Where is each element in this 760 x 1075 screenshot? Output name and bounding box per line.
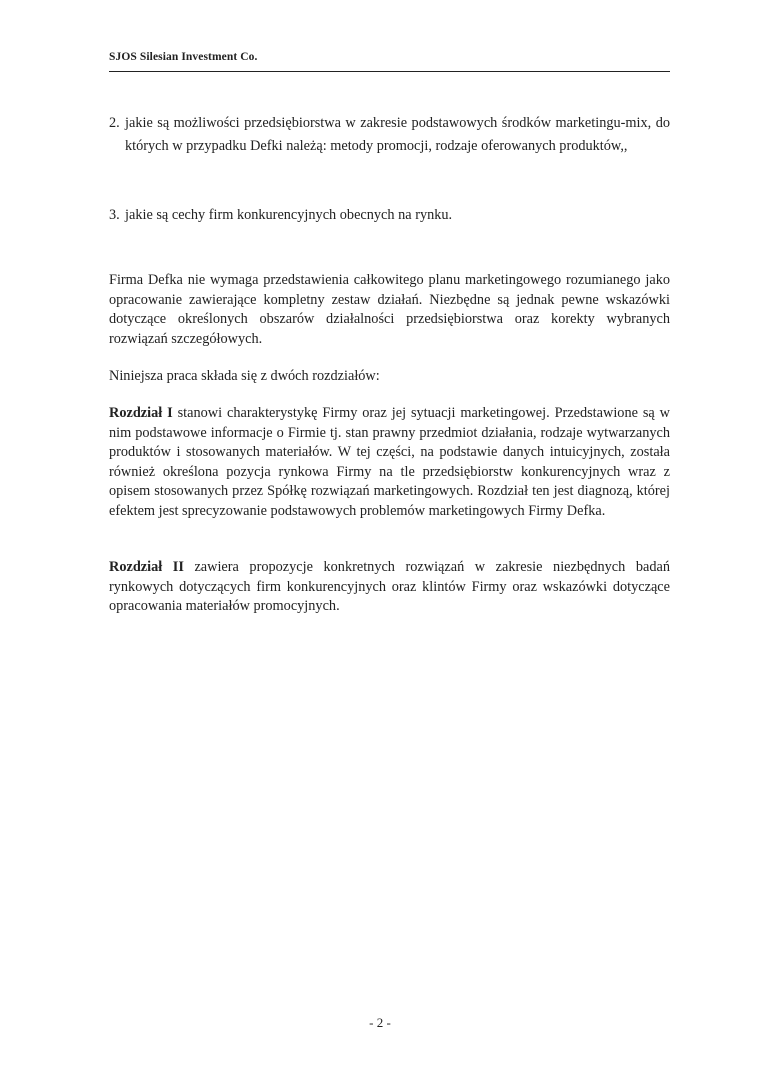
chapter-2-paragraph [109,558,670,617]
chapter-2-label: Rozdział II [109,559,184,575]
page-number: - 2 - [369,1015,391,1030]
chapter-1-label: Rozdział I [109,405,173,421]
list-item-number: 2. [109,115,120,131]
document-header-title: SJOS Silesian Investment Co. [109,51,258,63]
chapter-2-text: zawiera propozycje konkretnych rozwiązań w zakresie niezbędnych badań rynkowych dotyczących firm konkurencyjnych oraz klintów Firmy oraz wskazówki dotyczące opracowania materiałów promocyjnych. [109,559,670,614]
chapter-1-text: stanowi charakterystykę Firmy oraz jej sytuacji marketingowej. Przedstawione są w nim podstawowe informacje o Firmie tj. stan prawny przedmiot działania, rodzaje wytwarzanych produktów i stosowanych materiałów. W tej części, na podstawie danych intuicyjnych, została również określona pozycja rynkowa Firmy na tle przedsiębiorstw konkurencyjnych wraz z opisem stosowanych przez Spółkę rozwiązań marketingowych. Rozdział ten jest diagnozą, której efektem jest sprecyzowanie podstawowych problemów marketingowych Firmy Defka. [109,405,670,519]
intro-paragraph: Firma Defka nie wymaga przedstawienia całkowitego planu marketingowego rozumianego jako opracowanie zawierające kompletny zestaw działań. Niezbędne są jednak pewne wskazówki dotyczące określonych obszarów działalności przedsiębiorstwa oraz korekty wybranych rozwiązań szczegółowych. [109,272,670,347]
list-item-2 [109,112,670,158]
chapter-1-paragraph [109,404,670,521]
list-item-number: 3. [109,207,120,223]
structure-paragraph: Niniejsza praca składa się z dwóch rozdziałów: [109,368,380,384]
list-item-text: jakie są możliwości przedsiębiorstwa w zakresie podstawowych środków marketingu-mix, do których w przypadku Defki należą: metody promocji, rodzaje oferowanych produktów,, [125,115,670,154]
header-rule [109,71,670,72]
list-item-3 [109,204,670,227]
list-item-text: jakie są cechy firm konkurencyjnych obecnych na rynku. [125,207,453,223]
